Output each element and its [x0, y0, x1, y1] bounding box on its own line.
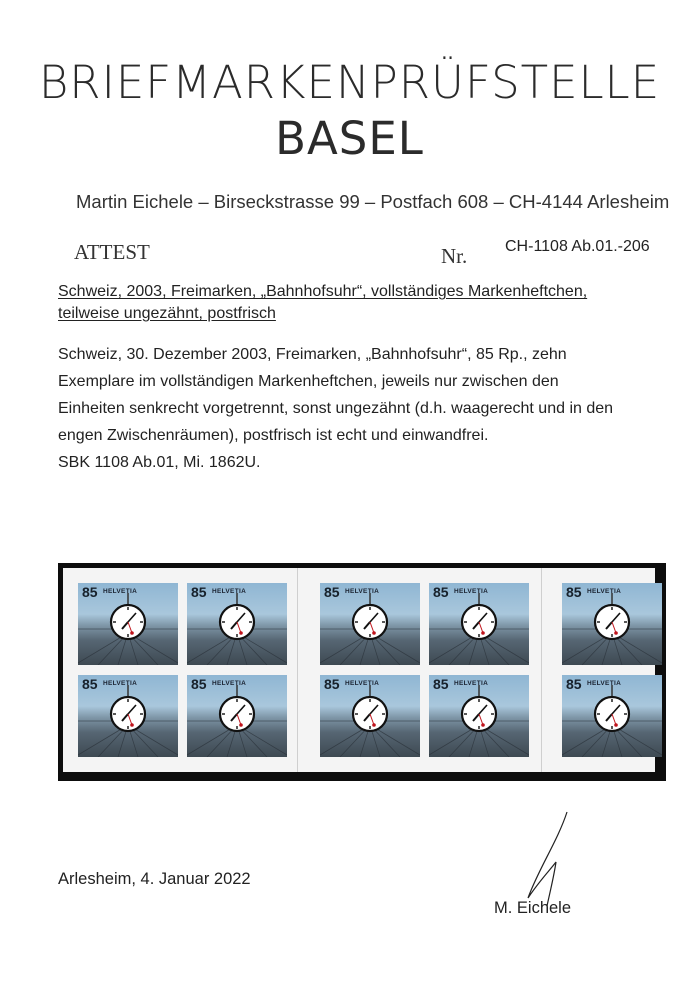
booklet-divider	[297, 568, 298, 772]
stamp-bahnhofsuhr	[320, 583, 420, 665]
stamp-value: 85	[82, 676, 98, 692]
stamp-value: 85	[324, 676, 340, 692]
body-line-5: SBK 1108 Ab.01, Mi. 1862U.	[58, 454, 261, 471]
stamp-value: 85	[433, 584, 449, 600]
title-line-1: BRIEFMARKENPRÜFSTELLE	[38, 56, 661, 109]
booklet-divider	[541, 568, 542, 772]
title-line-2: BASEL	[275, 112, 424, 165]
signature	[520, 810, 610, 910]
stamp-value: 85	[324, 584, 340, 600]
stamp-bahnhofsuhr	[562, 675, 662, 757]
certificate-number: CH-1108 Ab.01.-206	[505, 238, 650, 255]
signer-name: M. Eichele	[494, 899, 572, 917]
address-line: Martin Eichele – Birseckstrasse 99 – Postfach 608 – CH-4144 Arlesheim	[76, 191, 670, 212]
stamp-bahnhofsuhr	[429, 675, 529, 757]
stamp-bahnhofsuhr	[320, 675, 420, 757]
stamp-country: HELVETIA	[454, 680, 489, 687]
stamp-value: 85	[566, 584, 582, 600]
subject-line-1: Schweiz, 2003, Freimarken, „Bahnhofsuhr“, vollständiges Markenheftchen,	[58, 283, 588, 300]
stamp-country: HELVETIA	[587, 680, 622, 687]
stamp-country: HELVETIA	[103, 588, 138, 595]
stamp-country: HELVETIA	[345, 680, 380, 687]
body-line-3: Einheiten senkrecht vorgetrennt, sonst ungezähnt (d.h. waagerecht und in den	[58, 400, 614, 417]
stamp-bahnhofsuhr	[562, 583, 662, 665]
stamp-country: HELVETIA	[454, 588, 489, 595]
body-line-4: engen Zwischenräumen), postfrisch ist echt und einwandfrei.	[58, 427, 489, 444]
place-date: Arlesheim, 4. Januar 2022	[58, 870, 251, 888]
stamp-value: 85	[433, 676, 449, 692]
booklet-pane	[63, 568, 655, 772]
stamp-country: HELVETIA	[212, 588, 247, 595]
stamp-bahnhofsuhr	[429, 583, 529, 665]
stamp-country: HELVETIA	[212, 680, 247, 687]
stamp-booklet-image	[58, 563, 666, 781]
stamp-country: HELVETIA	[103, 680, 138, 687]
stamp-bahnhofsuhr	[187, 583, 287, 665]
stamp-bahnhofsuhr	[78, 583, 178, 665]
stamp-country: HELVETIA	[345, 588, 380, 595]
stamp-bahnhofsuhr	[187, 675, 287, 757]
stamp-value: 85	[82, 584, 98, 600]
body-line-2: Exemplare im vollständigen Markenheftchen, jeweils nur zwischen den	[58, 373, 559, 390]
stamp-bahnhofsuhr	[78, 675, 178, 757]
stamp-value: 85	[191, 676, 207, 692]
stamp-value: 85	[191, 584, 207, 600]
subject-line-2: teilweise ungezähnt, postfrisch	[58, 305, 276, 322]
body-line-1: Schweiz, 30. Dezember 2003, Freimarken, „Bahnhofsuhr“, 85 Rp., zehn	[58, 346, 567, 363]
stamp-value: 85	[566, 676, 582, 692]
attest-label: ATTEST	[74, 240, 150, 264]
stamp-country: HELVETIA	[587, 588, 622, 595]
nr-label: Nr.	[441, 244, 468, 268]
